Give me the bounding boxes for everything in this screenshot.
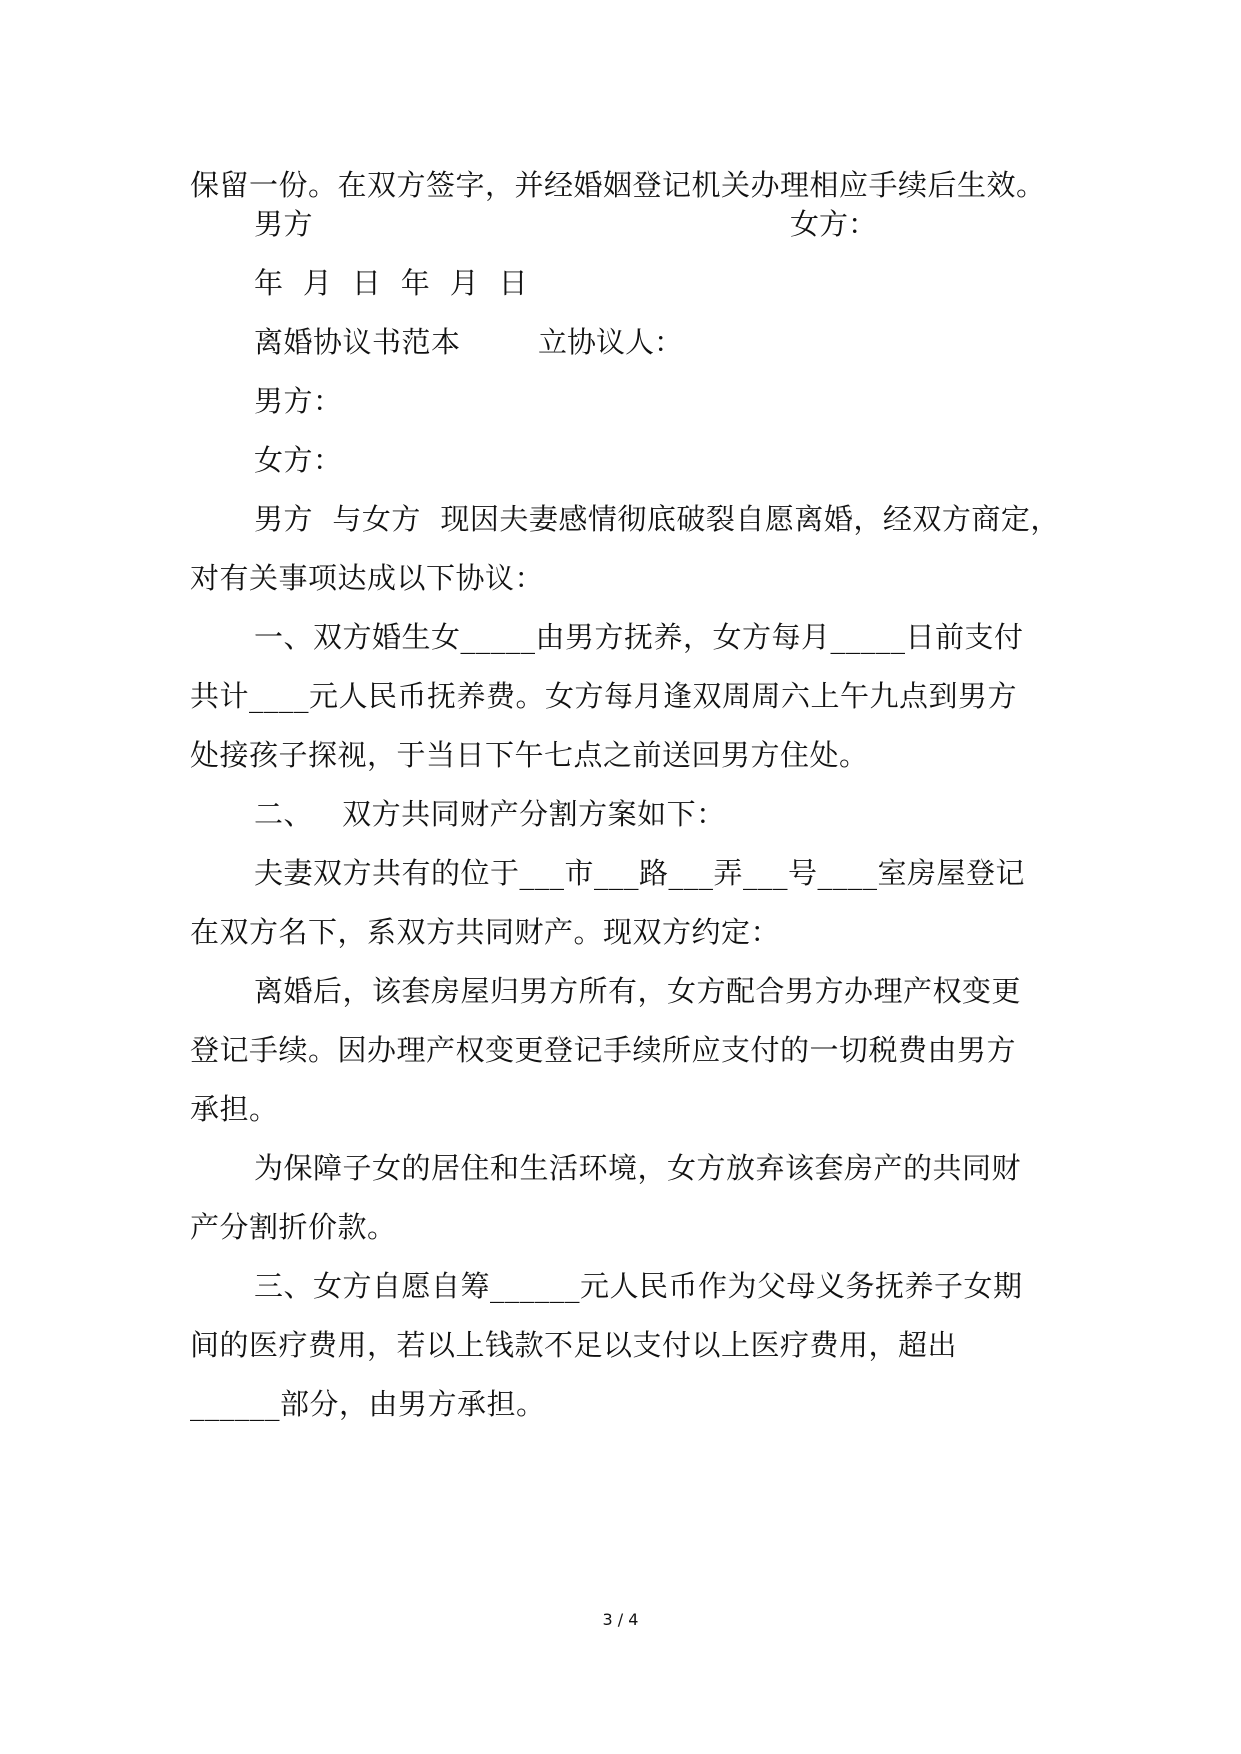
paragraph-line: 共计____元人民币抚养费。女方每月逢双周周六上午九点到男方	[190, 679, 1018, 713]
party-male: 男方：	[254, 384, 343, 418]
paragraph-line: 三、女方自愿自筹______元人民币作为父母义务抚养子女期	[254, 1269, 1023, 1303]
paragraph-line: 间的医疗费用，若以上钱款不足以支付以上医疗费用，超出	[190, 1328, 958, 1362]
paragraph-line: 对有关事项达成以下协议：	[190, 561, 545, 595]
paragraph-line: 承担。	[190, 1092, 279, 1126]
party-female: 女方：	[254, 443, 343, 477]
paragraph-line: 离婚后，该套房屋归男方所有，女方配合男方办理产权变更	[254, 974, 1022, 1008]
signature-female-label: 女方：	[790, 207, 878, 241]
paragraph-line: ______部分，由男方承担。	[190, 1387, 546, 1421]
document-title: 离婚协议书范本	[254, 325, 461, 359]
paragraph-line: 为保障子女的居住和生活环境，女方放弃该套房产的共同财	[254, 1151, 1022, 1185]
paragraph-line: 保留一份。在双方签字，并经婚姻登记机关办理相应手续后生效。	[190, 168, 1046, 202]
paragraph-line: 夫妻双方共有的位于___市___路___弄___号____室房屋登记	[254, 856, 1026, 890]
paragraph-line: 一、双方婚生女_____由男方抚养，女方每月_____日前支付	[254, 620, 1024, 654]
section-heading: 二、 双方共同财产分割方案如下：	[254, 797, 726, 831]
paragraph-line: 登记手续。因办理产权变更登记手续所应支付的一切税费由男方	[190, 1033, 1017, 1067]
paragraph-line: 处接孩子探视，于当日下午七点之前送回男方住处。	[190, 738, 869, 772]
party-heading: 立协议人：	[538, 325, 684, 359]
paragraph-line: 产分割折价款。	[190, 1210, 397, 1244]
signature-male-label: 男方	[254, 207, 314, 241]
page-number: 3 / 4	[602, 1610, 639, 1629]
signature-dates: 年 月 日 年 月 日	[254, 266, 529, 300]
paragraph-line: 男方 与女方 现因夫妻感情彻底破裂自愿离婚，经双方商定，	[254, 502, 1060, 536]
paragraph-line: 在双方名下，系双方共同财产。现双方约定：	[190, 915, 781, 949]
